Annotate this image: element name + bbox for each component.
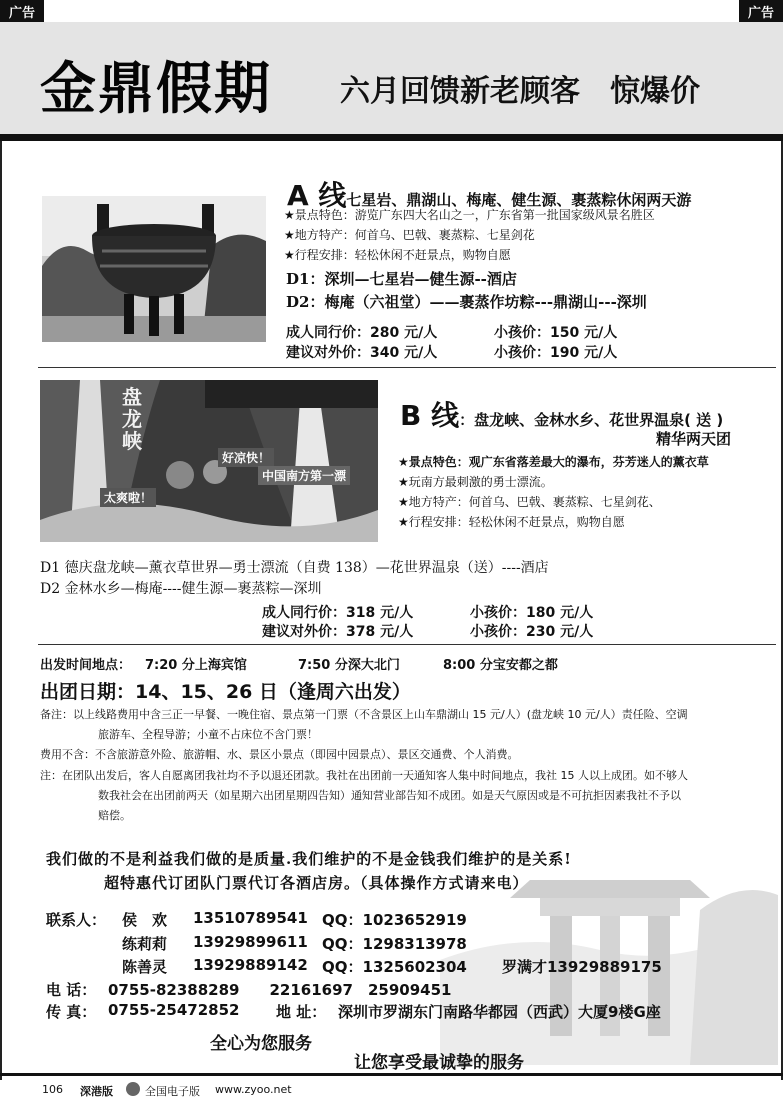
line-b-feature: ★地方特产：何首乌、巴戟、裹蒸粽、七星剑花、 [398, 495, 661, 509]
line-b-day1: D1 德庆盘龙峡—薰衣草世界—勇士漂流（自费 138）—花世界温泉（送）----酒店 [40, 560, 549, 576]
fax-label: 传 真： [46, 1003, 97, 1021]
line-b-child-retail-price: 小孩价：230 元/人 [470, 624, 594, 640]
departure-label: 出发时间地点： [40, 658, 132, 673]
note-terms-cont: 数我社会在出团前两天（如星期六出团星期四告知）通知营业部告知不成团。如是天气原因或是不可抗拒因素我社不予以 [98, 789, 681, 802]
contact-qq: QQ：1298313978 [322, 935, 467, 953]
ad-label-right: 广告 [739, 0, 783, 22]
section-divider [38, 367, 776, 368]
departure-time-2: 7:50 分深大北门 [298, 658, 400, 673]
fax-number: 0755-25472852 [108, 1001, 240, 1019]
line-b-adult-retail-price: 建议对外价：378 元/人 [262, 624, 414, 640]
image-text-first-rafting: 中国南方第一漂 [258, 466, 350, 485]
line-a-label: A 线 [287, 179, 347, 212]
line-a-features [284, 205, 655, 265]
ad-label-left: 广告 [0, 0, 44, 22]
departure-time-1: 7:20 分上海宾馆 [145, 658, 247, 673]
left-border [0, 22, 2, 1080]
contact-name: 侯 欢 [122, 911, 168, 929]
tour-dates: 出团日期：14、15、26 日（逢周六出发） [40, 681, 411, 703]
line-b-features [398, 452, 709, 532]
line-b-title: ：盘龙峡、金林水乡、花世界温泉( 送 ) [459, 411, 724, 429]
line-b-child-peer-price: 小孩价：180 元/人 [470, 605, 594, 621]
note-excludes: 费用不含：不含旅游意外险、旅游帽、水、景区小景点（即园中园景点）、景区交通费、个人消费。 [40, 748, 519, 761]
website-link[interactable]: www.zyoo.net [215, 1083, 292, 1096]
cauldron-photo [42, 196, 266, 342]
motto-line-1: 我们做的不是利益我们做的是质量.我们维护的不是金钱我们维护的是关系! [46, 850, 572, 868]
edition-logo-icon [126, 1082, 140, 1096]
service-line-2: 让您享受最诚挚的服务 [354, 1053, 524, 1073]
header-rule [0, 134, 783, 141]
contact-phone: 13929899611 [193, 933, 308, 951]
motto-line-2: 超特惠代订团队门票代订各酒店房。（具体操作方式请来电） [104, 874, 529, 892]
telephone-numbers: 0755-82388289 22161697 25909451 [108, 981, 452, 999]
line-a-day1: D1：深圳—七星岩—健生源--酒店 [286, 270, 517, 288]
page-number: 106 [42, 1083, 63, 1096]
contact-qq: QQ：1325602304 [322, 958, 467, 976]
line-b-title-2: 精华两天团 [656, 430, 732, 448]
note-includes-cont: 旅游车、全程导游；小童不占床位不含门票！ [98, 728, 318, 741]
image-text-awesome: 太爽啦！ [100, 488, 156, 507]
contact-name: 练莉莉 [122, 935, 168, 953]
contact-name: 陈善灵 [122, 958, 168, 976]
line-a-feature: ★地方特产：何首乌、巴戟、裹蒸粽、七星剑花 [284, 228, 535, 242]
telephone-label: 电 话： [46, 981, 97, 999]
footer-rule [0, 1073, 783, 1076]
line-b-feature: ★景点特色：观广东省落差最大的瀑布，芬芳迷人的薰衣草 [398, 455, 709, 469]
line-a-title: 七星岩、鼎湖山、梅庵、健生源、裹蒸粽休闲两天游 [346, 191, 692, 209]
line-b-day2: D2 金林水乡—梅庵----健生源—裹蒸粽—深圳 [40, 581, 322, 597]
contact-qq: QQ：1023652919 [322, 911, 467, 929]
section-divider [38, 644, 776, 645]
contact-phone: 13929889142 [193, 956, 308, 974]
line-a-adult-retail-price: 建议对外价：340 元/人 [286, 345, 438, 361]
contact-extra: 罗满才13929889175 [502, 958, 662, 976]
address: 深圳市罗湖东门南路华都园（西武）大厦9楼G座 [338, 1003, 661, 1021]
line-b-feature: ★玩南方最刺激的勇士漂流。 [398, 475, 553, 489]
panlong-gorge-photo [40, 380, 378, 542]
line-a-feature: ★行程安排：轻松休闲不赶景点，购物自愿 [284, 248, 511, 262]
contact-phone: 13510789541 [193, 909, 308, 927]
line-a-day2: D2：梅庵（六祖堂）——裹蒸作坊粽---鼎湖山---深圳 [286, 293, 647, 311]
note-includes: 备注：以上线路费用中含三正一早餐、一晚住宿、景点第一门票（不含景区上山车鼎湖山 15 元/人）(盘龙峡 10 元/人）责任险、空调 [40, 708, 688, 721]
edition-label: 深港版 [80, 1085, 113, 1098]
departure-time-3: 8:00 分宝安都之都 [443, 658, 558, 673]
contact-label: 联系人： [46, 911, 107, 929]
note-terms-end: 赔偿。 [98, 809, 131, 822]
line-a-child-retail-price: 小孩价：190 元/人 [494, 345, 618, 361]
line-b-label: B 线 [400, 399, 460, 432]
header-slogan: 六月回馈新老顾客 惊爆价 [340, 74, 700, 109]
line-a-child-peer-price: 小孩价：150 元/人 [494, 325, 618, 341]
image-text-panlong: 盘龙峡 [122, 385, 142, 453]
line-b-adult-peer-price: 成人同行价：318 元/人 [262, 605, 414, 621]
address-label: 地 址： [276, 1003, 327, 1021]
line-b-feature: ★行程安排：轻松休闲不赶景点，购物自愿 [398, 515, 625, 529]
line-a-adult-peer-price: 成人同行价：280 元/人 [286, 325, 438, 341]
service-line-1: 全心为您服务 [210, 1034, 312, 1054]
note-terms: 注：在团队出发后，客人自愿离团我社均不予以退还团款。我社在出团前一天通知客人集中时间地点，我社 15 人以上成团。如不够人 [40, 769, 688, 782]
line-a-feature: ★景点特色：游览广东四大名山之一，广东省第一批国家级风景名胜区 [284, 208, 655, 222]
brand-logo-text: 金鼎假期 [40, 57, 272, 122]
national-edition-label: 全国电子版 [145, 1085, 200, 1098]
image-text-cool: 好凉快！ [218, 448, 274, 467]
